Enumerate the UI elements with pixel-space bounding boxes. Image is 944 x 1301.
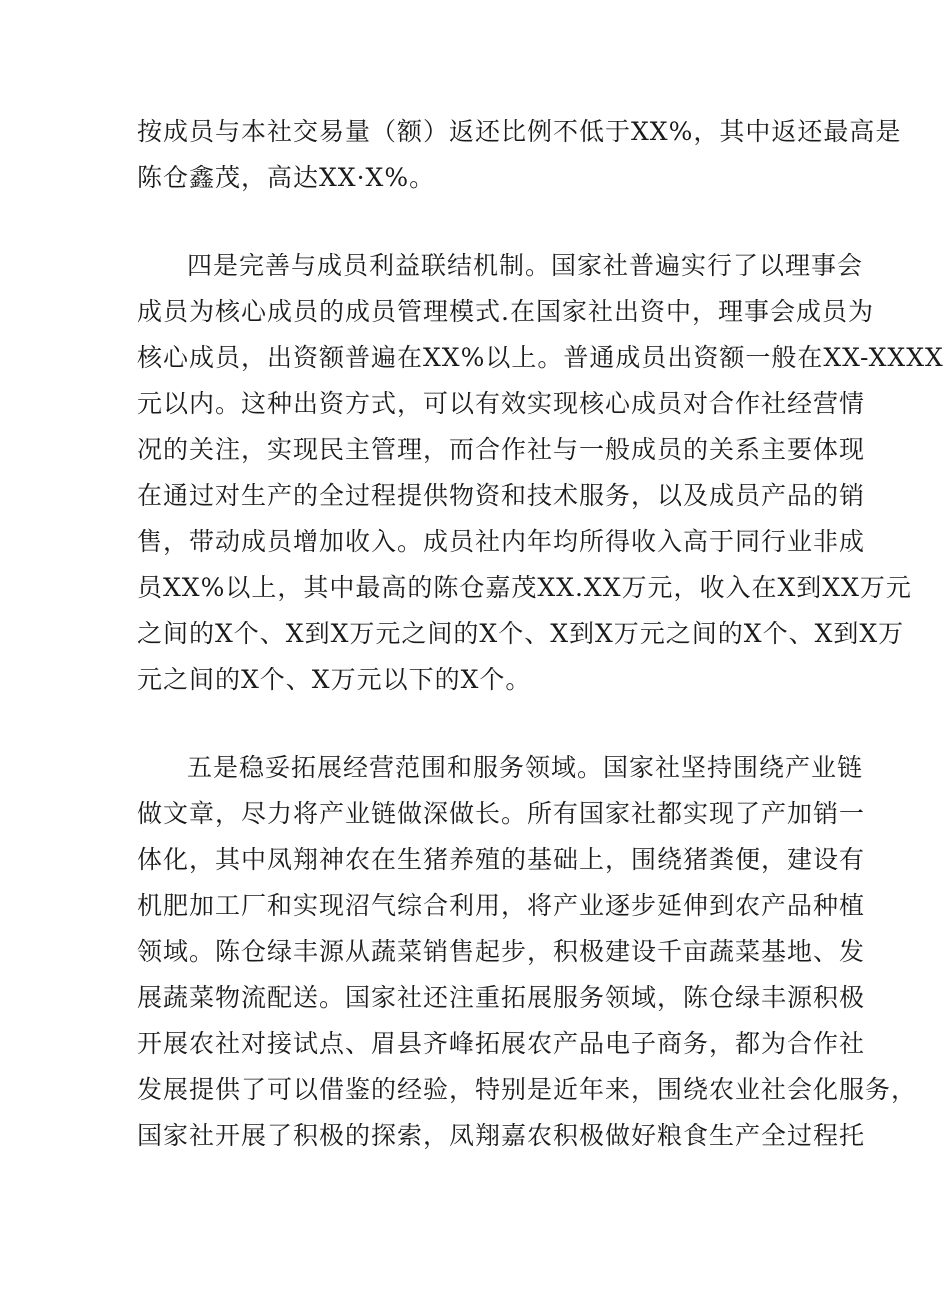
text-line: 做文章，尽力将产业链做深做长。所有国家社都实现了产加销一 [137,799,866,828]
text-line: 发展提供了可以借鉴的经验，特别是近年来，围绕农业社会化服务， [137,1075,918,1104]
paragraph-4-first-line: 四是完善与成员利益联结机制。国家社普遍实行了以理事会 [187,251,864,280]
paragraph-5-first-line: 五是稳妥拓展经营范围和服务领域。国家社坚持围绕产业链 [187,753,864,782]
text-line: 成员为核心成员的成员管理模式.在国家社出资中，理事会成员为 [137,297,874,326]
text-line: 售，带动成员增加收入。成员社内年均所得收入高于同行业非成 [137,527,866,556]
text-line: 领域。陈仓绿丰源从蔬菜销售起步，积极建设千亩蔬菜基地、发 [137,937,866,966]
text-line: 元之间的X个、X万元以下的X个。 [137,665,532,694]
text-line: 开展农社对接试点、眉县齐峰拓展农产品电子商务，都为合作社 [137,1029,866,1058]
text-line: 国家社开展了积极的探索，凤翔嘉农积极做好粮食生产全过程托 [137,1121,866,1150]
text-line: 之间的X个、X到X万元之间的X个、X到X万元之间的X个、X到X万 [137,619,905,648]
text-line: 核心成员，出资额普遍在XX%以上。普通成员出资额一般在XX-XXXX [137,343,944,372]
text-line: 展蔬菜物流配送。国家社还注重拓展服务领域，陈仓绿丰源积极 [137,983,866,1012]
text-line: 在通过对生产的全过程提供物资和技术服务，以及成员产品的销 [137,481,866,510]
text-line: 机肥加工厂和实现沼气综合利用，将产业逐步延伸到农产品种植 [137,891,866,920]
text-line: 按成员与本社交易量（额）返还比例不低于XX%，其中返还最高是 [137,117,902,146]
text-line: 陈仓鑫茂，高达XX·X%。 [137,163,436,192]
text-line: 员XX%以上，其中最高的陈仓嘉茂XX.XX万元，收入在X到XX万元 [137,573,912,602]
text-line: 体化，其中凤翔神农在生猪养殖的基础上，围绕猪粪便，建设有 [137,845,866,874]
text-line: 元以内。这种出资方式，可以有效实现核心成员对合作社经营情 [137,389,866,418]
text-line: 况的关注，实现民主管理，而合作社与一般成员的关系主要体现 [137,435,866,464]
